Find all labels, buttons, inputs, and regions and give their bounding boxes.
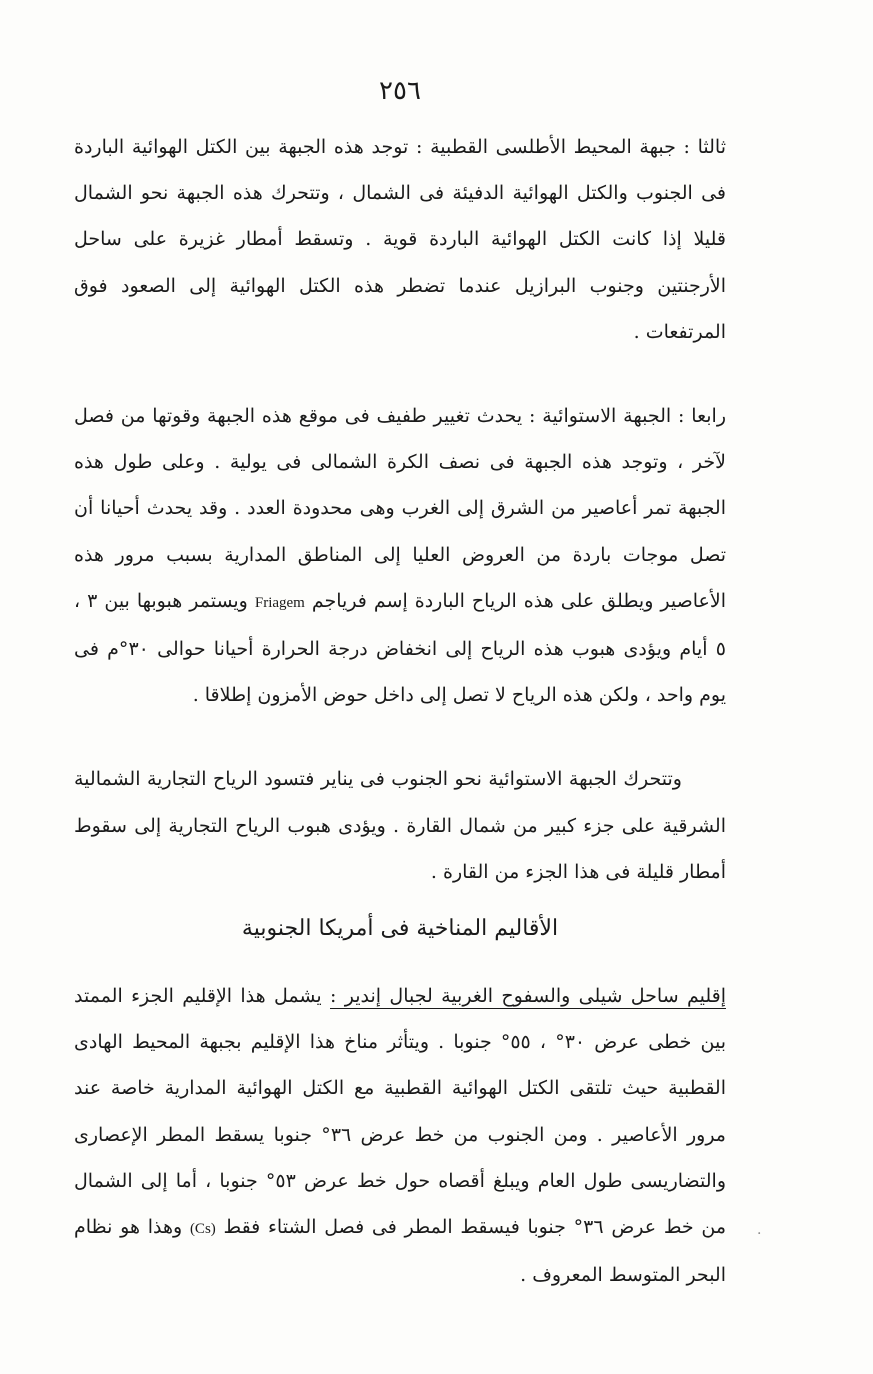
section-heading: الأقاليم المناخية فى أمريكا الجنوبية	[241, 916, 559, 942]
paragraph-spacer	[74, 718, 726, 756]
paragraph-chile-region	[74, 973, 726, 1298]
margin-mark: ·	[757, 1226, 762, 1242]
latin-term-friagem: Friagem	[254, 594, 305, 611]
paragraph-front-movement: وتتحرك الجبهة الاستوائية نحو الجنوب فى يناير فتسود الرياح التجارية الشمالية الشرقية على جزء كبير من شمال القارة . ويؤدى هبوب الرياح التجارية إلى سقوط أمطار قليلة فى هذا الجزء من القارة .	[74, 768, 726, 883]
document-page	[74, 60, 726, 1360]
climate-code: (Cs)	[189, 1221, 216, 1238]
paragraph-text: وهذا هو نظام البحر المتوسط المعروف .	[74, 1216, 726, 1287]
paragraph-spacer	[74, 355, 726, 393]
region-title: إقليم ساحل شيلى والسفوح الغربية لجبال إندير :	[330, 985, 726, 1008]
paragraph-text: رابعا : الجبهة الاستوائية : يحدث تغيير طفيف فى موقع هذه الجبهة وقوتها من فصل لآخر ، وتوجد هذه الجبهة فى نصف الكرة الشمالى فى يولية . وعلى طول هذه الجبهة تمر أعاصير من الشرق إلى الغرب وهى محدودة العدد . وقد يحدث أحيانا أن تصل موجات باردة من العروض العليا إلى المناطق المدارية بسبب مرور هذه الأعاصير ويطلق على هذه الرياح الباردة إسم فرياجم	[74, 405, 726, 612]
paragraph-atlantic-polar-front: ثالثا : جبهة المحيط الأطلسى القطبية : توجد هذه الجبهة بين الكتل الهوائية الباردة فى الجنوب والكتل الهوائية الدفيئة فى الشمال ، وتتحرك هذه الجبهة نحو الشمال قليلا إذا كانت الكتل الهوائية الباردة قوية . وتسقط أمطار غزيرة على ساحل الأرجنتين وجنوب البرازيل عندما تضطر هذه الكتل الهوائية إلى الصعود فوق المرتفعات .	[74, 136, 726, 343]
paragraph-text: يشمل هذا الإقليم الجزء الممتد بين خطى عرض ٣٠° ، ٥٥° جنوبا . ويتأثر مناخ هذا الإقليم بجبهة المحيط الهادى القطبية حيث تلتقى الكتل الهوائية القطبية مع الكتل الهوائية المدارية خاصة عند مرور الأعاصير . ومن الجنوب من خط عرض ٣٦° جنوبا يسقط المطر الإعصارى والتضاريسى طول العام ويبلغ أقصاه حول خط عرض ٥٣° جنوبا ، أما إلى الشمال من خط عرض ٣٦° جنوبا فيسقط المطر فى فصل الشتاء فقط	[74, 985, 727, 1239]
paragraph-text: ويستمر هبوبها بين ٣ ، ٥ أيام ويؤدى هبوب هذه الرياح إلى انخفاض درجة الحرارة أحيانا حوالى ٣٠°م فى يوم واحد ، ولكن هذه الرياح لا تصل إلى داخل حوض الأمزون إطلاقا .	[74, 589, 726, 707]
page-number: ٢٥٦	[379, 76, 421, 106]
paragraph-equatorial-front	[74, 393, 726, 718]
